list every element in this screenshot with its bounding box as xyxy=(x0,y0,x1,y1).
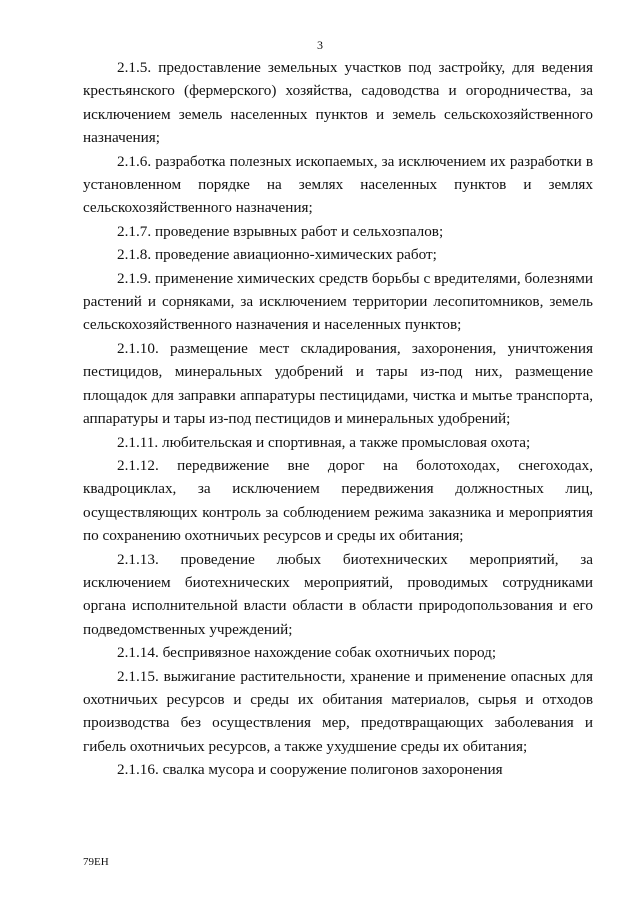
paragraph-2-1-14: 2.1.14. беспривязное нахождение собак охотничьих пород; xyxy=(117,644,497,662)
paragraph-2-1-8: 2.1.8. проведение авиационно-химических работ; xyxy=(117,246,437,264)
paragraph-2-1-13: 2.1.13. проведение любых биотехнических мероприятий, за исключением биотехнических мероприятий, проводимых сотрудниками органа исполнительной власти области в области природопользования и его подведомственных учреждений; xyxy=(83,550,593,638)
paragraph-2-1-6: 2.1.6. разработка полезных ископаемых, за исключением их разработки в установленном порядке на землях населенных пунктов и землях сельскохозяйственного назначения; xyxy=(83,152,593,217)
paragraph-2-1-15: 2.1.15. выжигание растительности, хранение и применение опасных для охотничьих ресурсов и среды их обитания материалов, сырья и отходов производства без осуществления мер, предотвращающих заболевания и гибель охотничьих ресурсов, а также ухудшение среды их обитания; xyxy=(83,667,593,755)
paragraph-2-1-16: 2.1.16. свалка мусора и сооружение полигонов захоронения xyxy=(117,761,503,779)
paragraph-2-1-7: 2.1.7. проведение взрывных работ и сельхозпалов; xyxy=(117,222,444,240)
paragraph-2-1-9: 2.1.9. применение химических средств борьбы с вредителями, болезнями растений и сорняками, за исключением территории лесопитомников, земель сельскохозяйственного назначения и населенных пунктов; xyxy=(83,269,593,334)
footer-document-code: 79ЕН xyxy=(83,856,109,868)
page-number: 3 xyxy=(317,38,323,52)
paragraph-2-1-10: 2.1.10. размещение мест складирования, захоронения, уничтожения пестицидов, минеральных удобрений и тары из-под них, размещение площадок для заправки аппаратуры пестицидами, чистка и мытье транспорта, аппаратуры и тары из-под пестицидов и минеральных удобрений; xyxy=(83,339,593,428)
document-body xyxy=(83,56,593,782)
paragraph-2-1-12: 2.1.12. передвижение вне дорог на болотоходах, снегоходах, квадроциклах, за исключением передвижения должностных лиц, осуществляющих контроль за соблюдением режима заказника и мероприятия по сохранению охотничьих ресурсов и среды их обитания; xyxy=(83,456,593,545)
paragraph-2-1-5: 2.1.5. предоставление земельных участков под застройку, для ведения крестьянского (фермерского) хозяйства, садоводства и огородничества, за исключением земель населенных пунктов и земель сельскохозяйственного назначения; xyxy=(83,59,593,147)
paragraph-2-1-11: 2.1.11. любительская и спортивная, а также промысловая охота; xyxy=(117,433,531,451)
